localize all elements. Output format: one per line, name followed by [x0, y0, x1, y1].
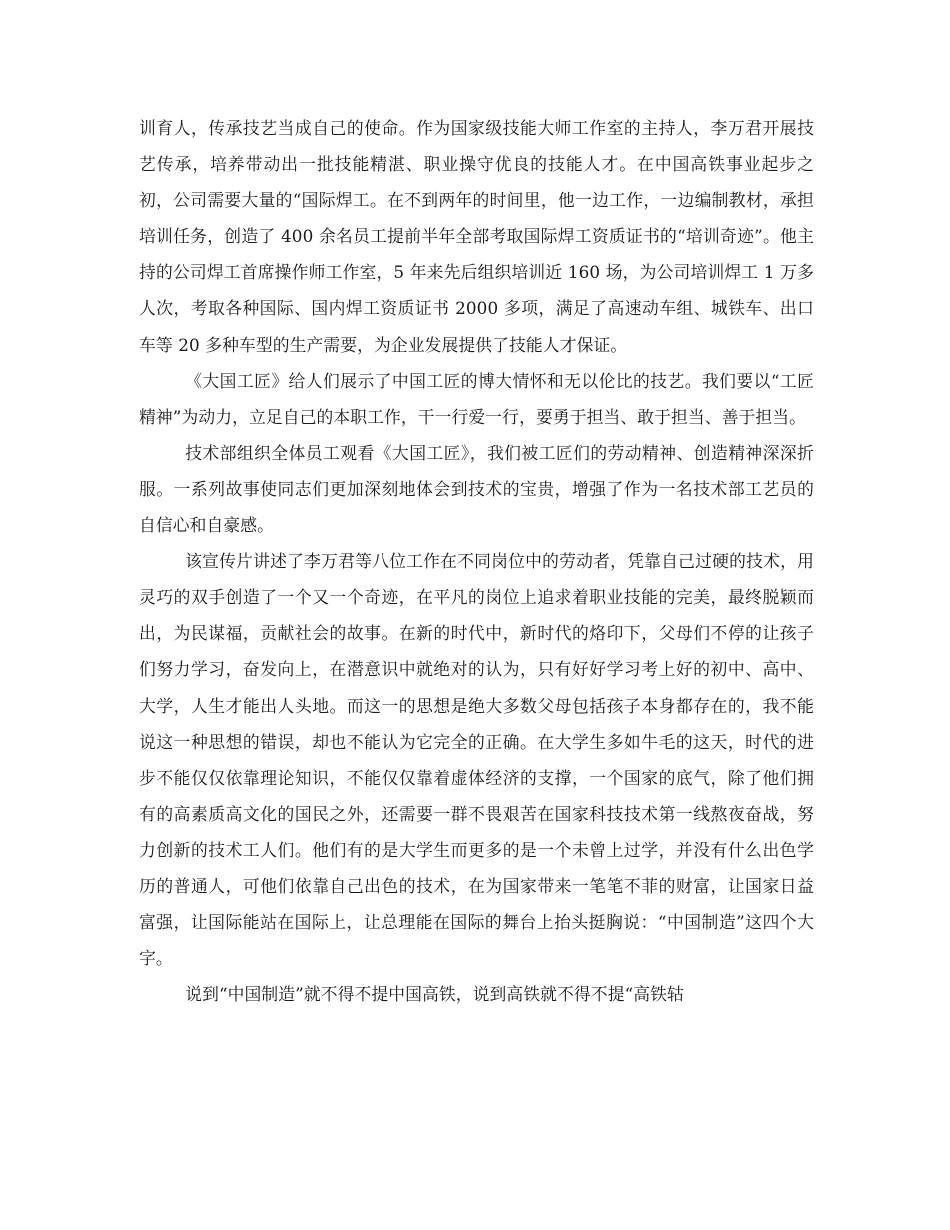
paragraph-5: 说到“中国制造”就不得不提中国高铁，说到高铁就不得不提“高铁轱: [185, 984, 684, 1005]
paragraph-2: 《大国工匠》给人们展示了中国工匠的博大情怀和无以伦比的技艺。我们要以“工匠精神”为动力，立足自己的本职工作，干一行爱一行，要勇于担当、敢于担当、善于担当。: [139, 370, 814, 427]
paragraph-1: 训育人，传承技艺当成自己的使命。作为国家级技能大师工作室的主持人，李万君开展技艺传承，培养带动出一批技能精湛、职业操守优良的技能人才。在中国高铁事业起步之初，公司需要大量的“国际焊工。在不到两年的时间里，他一边工作，一边编制教材，承担培训任务，创造了 400 余名员工提前半年全部考取国际焊工资质证书的“培训奇迹”。他主持的公司焊工首席操作师工作室，5 年来先后组织培训近 160 场，为公司培训焊工 1 万多人次，考取各种国际、国内焊工资质证书 2000 多项，满足了高速动车组、城铁车、出口车等 20 多种车型的生产需要，为企业发展提供了技能人才保证。: [139, 118, 814, 355]
document-page: [139, 110, 814, 1012]
paragraph-4: 该宣传片讲述了李万君等八位工作在不同岗位中的劳动者，凭靠自己过硬的技术，用灵巧的双手创造了一个又一个奇迹，在平凡的岗位上追求着职业技能的完美，最终脱颖而出，为民谋福，贡献社会的故事。在新的时代中，新时代的烙印下，父母们不停的让孩子们努力学习，奋发向上，在潜意识中就绝对的认为，只有好好学习考上好的初中、高中、大学，人生才能出人头地。而这一的思想是绝大多数父母包括孩子本身都存在的，我不能说这一种思想的错误，却也不能认为它完全的正确。在大学生多如牛毛的这天，时代的进步不能仅仅依靠理论知识，不能仅仅靠着虚体经济的支撑，一个国家的底气，除了他们拥有的高素质高文化的国民之外，还需要一群不畏艰苦在国家科技技术第一线熬夜奋战，努力创新的技术工人们。他们有的是大学生而更多的是一个未曾上过学，并没有什么出色学历的普通人，可他们依靠自己出色的技术，在为国家带来一笔笔不菲的财富，让国家日益富强，让国际能站在国际上，让总理能在国际的舞台上抬头挺胸说：“中国制造”这四个大字。: [139, 551, 814, 969]
paragraph-3: 技术部组织全体员工观看《大国工匠》，我们被工匠们的劳动精神、创造精神深深折服。一系列故事使同志们更加深刻地体会到技术的宝贵，增强了作为一名技术部工艺员的自信心和自豪感。: [139, 442, 814, 536]
